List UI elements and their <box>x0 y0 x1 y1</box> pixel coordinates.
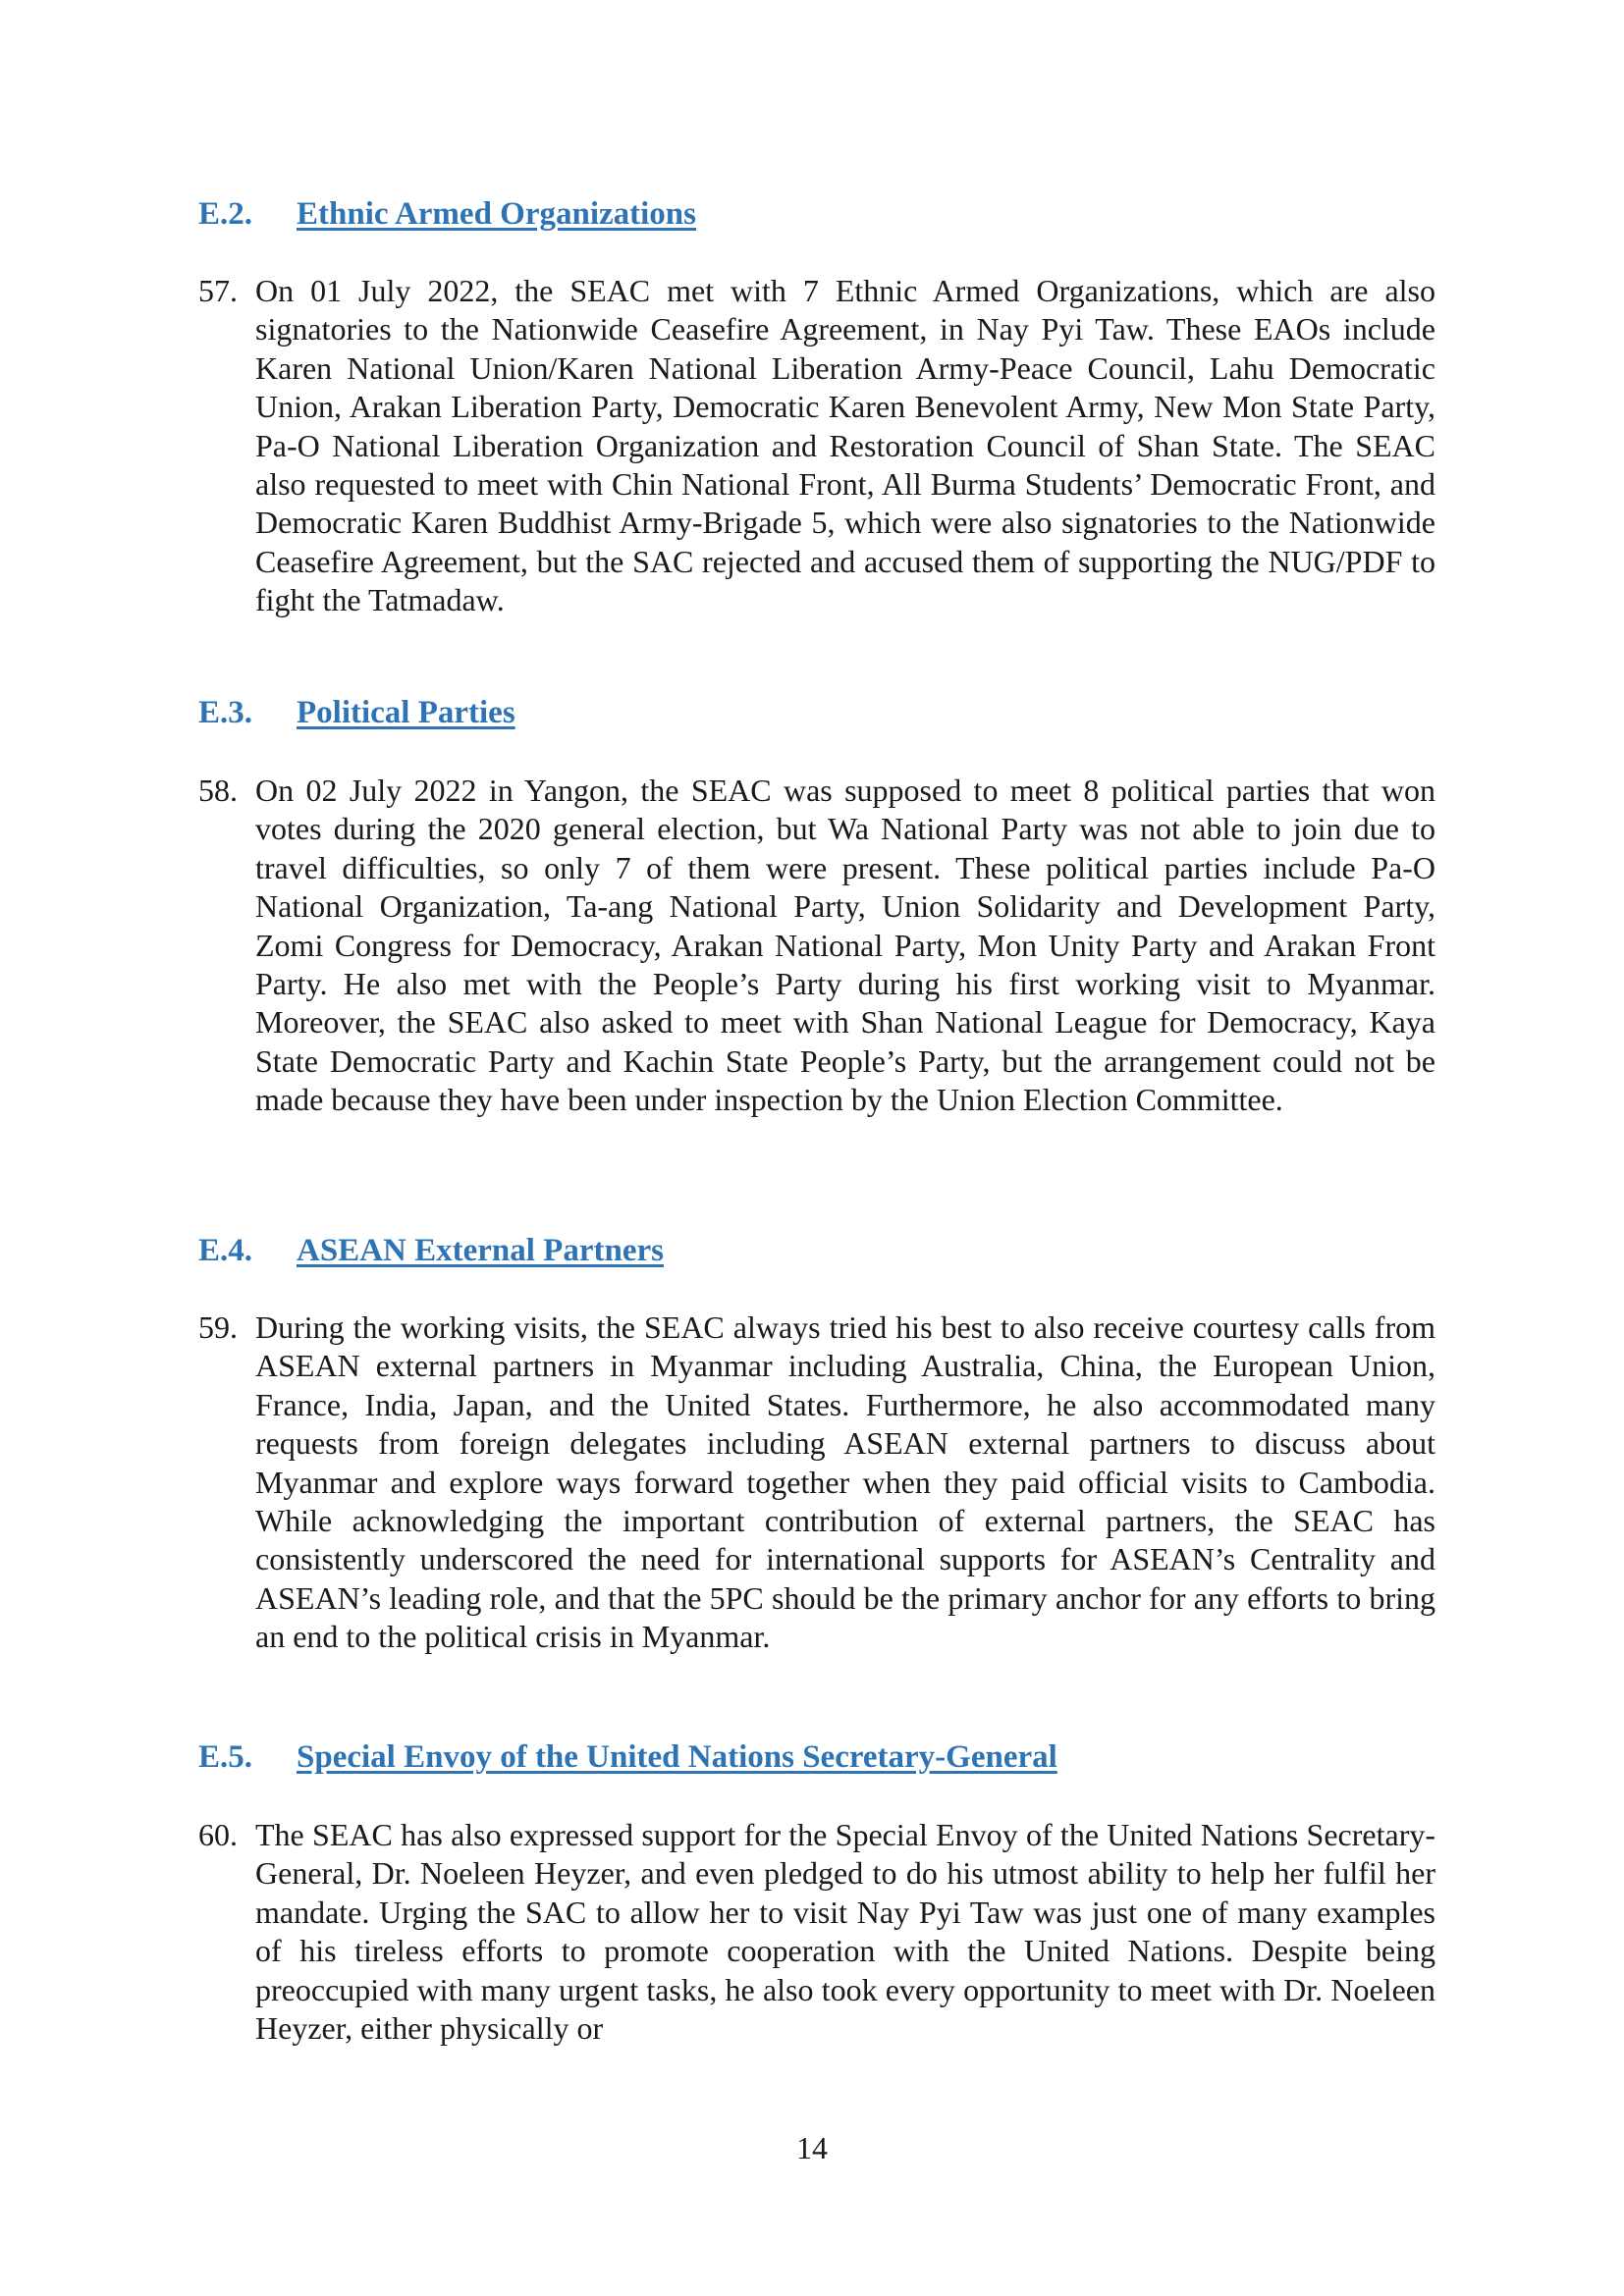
section-title: Political Parties <box>297 695 515 730</box>
section-heading-e5 <box>198 1739 1057 1776</box>
paragraph-text: On 01 July 2022, the SEAC met with 7 Ethnic Armed Organizations, which are also signatories to the Nationwide Ceasefire Agreement, in Nay Pyi Taw. These EAOs include Karen National Union/Karen National Liberation Army-Peace Council, Lahu Democratic Union, Arakan Liberation Party, Democratic Karen Benevolent Army, New Mon State Party, Pa-O National Liberation Organization and Restoration Council of Shan State. The SEAC also requested to meet with Chin National Front, All Burma Students’ Democratic Front, and Democratic Karen Buddhist Army-Brigade 5, which were also signatories to the Nationwide Ceasefire Agreement, but the SAC rejected and accused them of supporting the NUG/PDF to fight the Tatmadaw. <box>255 273 1435 618</box>
paragraph-text: On 02 July 2022 in Yangon, the SEAC was supposed to meet 8 political parties that won votes during the 2020 general election, but Wa National Party was not able to join due to travel difficulties, so only 7 of them were present. These political parties include Pa-O National Organization, Ta-ang National Party, Union Solidarity and Development Party, Zomi Congress for Democracy, Arakan National Party, Mon Unity Party and Arakan Front Party. He also met with the People’s Party during his first working visit to Myanmar. Moreover, the SEAC also asked to meet with Shan National League for Democracy, Kaya State Democratic Party and Kachin State People’s Party, but the arrangement could not be made because they have been under inspection by the Union Election Committee. <box>255 773 1435 1118</box>
section-heading-e3 <box>198 695 515 731</box>
section-heading-e2 <box>198 196 696 233</box>
paragraph-text: During the working visits, the SEAC always tried his best to also receive courtesy calls from ASEAN external partners in Myanmar including Australia, China, the European Union, France, India, Japan, and the United States. Furthermore, he also accommodated many requests from foreign delegates including ASEAN external partners to discuss about Myanmar and explore ways forward together when they paid official visits to Cambodia. While acknowledging the important contribution of external partners, the SEAC has consistently underscored the need for international supports for ASEAN’s Centrality and ASEAN’s leading role, and that the 5PC should be the primary anchor for any efforts to bring an end to the political crisis in Myanmar. <box>255 1309 1435 1655</box>
section-number: E.4. <box>198 1233 253 1268</box>
paragraph-number: 60. <box>198 1817 238 1852</box>
section-heading-e4 <box>198 1233 664 1269</box>
paragraph-text: The SEAC has also expressed support for the Special Envoy of the United Nations Secretary-General, Dr. Noeleen Heyzer, and even pledged to do his utmost ability to help her fulfil her mandate. Urging the SAC to allow her to visit Nay Pyi Taw was just one of many examples of his tireless efforts to promote cooperation with the United Nations. Despite being preoccupied with many urgent tasks, he also took every opportunity to meet with Dr. Noeleen Heyzer, either physically or <box>255 1817 1435 2047</box>
section-number: E.5. <box>198 1739 253 1775</box>
page-number: 14 <box>796 2130 828 2165</box>
section-number: E.2. <box>198 196 253 232</box>
paragraph-number: 59. <box>198 1309 238 1345</box>
paragraph-60 <box>198 1816 1435 2048</box>
section-title: ASEAN External Partners <box>297 1233 664 1268</box>
section-title: Ethnic Armed Organizations <box>297 196 697 232</box>
paragraph-59 <box>198 1308 1435 1657</box>
paragraph-number: 57. <box>198 273 238 308</box>
paragraph-58 <box>198 772 1435 1120</box>
section-title: Special Envoy of the United Nations Secretary-General <box>297 1739 1057 1775</box>
paragraph-57 <box>198 272 1435 620</box>
section-number: E.3. <box>198 695 253 730</box>
paragraph-number: 58. <box>198 773 238 808</box>
